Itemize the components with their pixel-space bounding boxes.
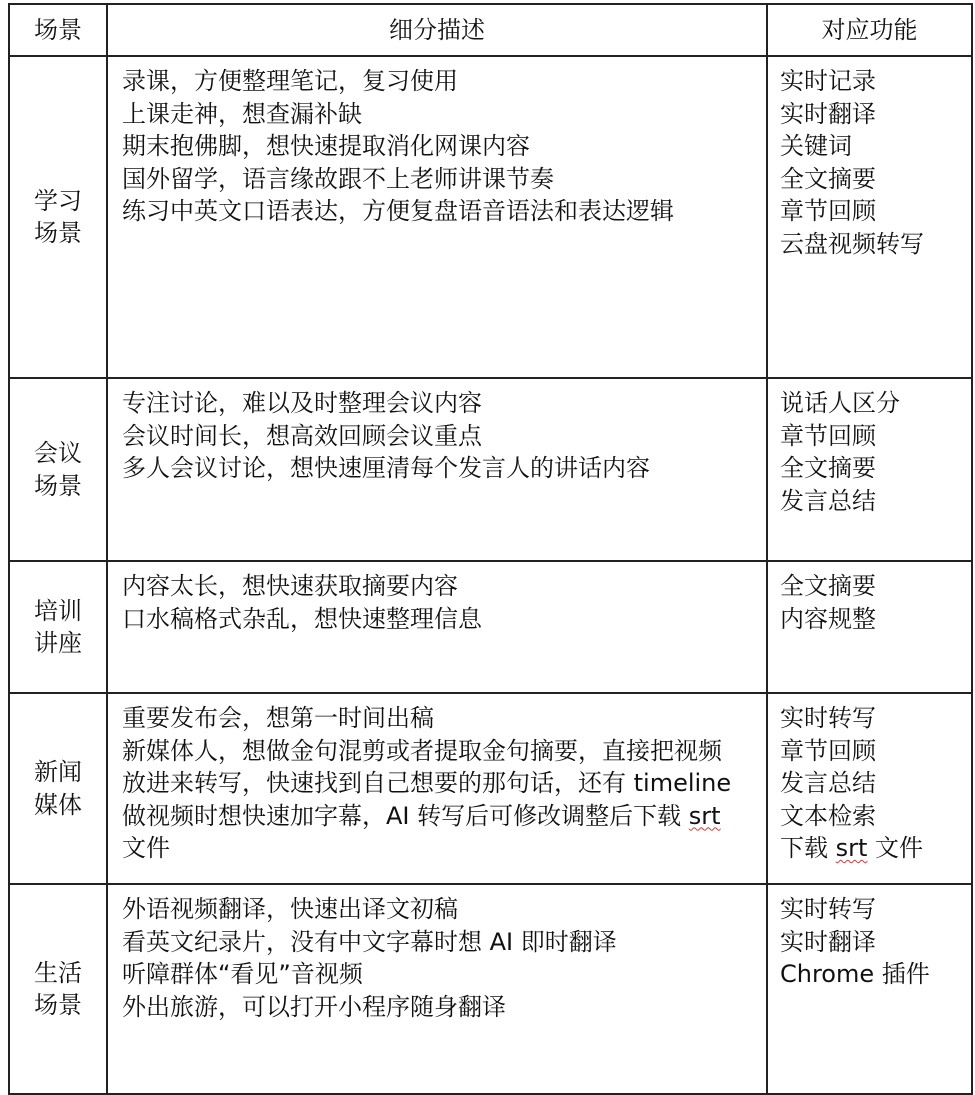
table-row [9,378,972,561]
function-item: 下载 srt 文件 [780,834,924,862]
description-cell [107,884,767,1094]
description-line: 内容太长，想快速获取摘要内容 [122,572,458,600]
function-item: 全文摘要 [780,572,876,600]
description-line: 练习中英文口语表达，方便复盘语音语法和表达逻辑 [122,197,674,225]
function-item: 全文摘要 [780,454,876,482]
scene-label: 场景 [34,471,82,500]
description-cell [107,693,767,884]
description-line: 多人会议讨论，想快速厘清每个发言人的讲话内容 [122,454,650,482]
description-line: 文件 [122,834,170,862]
description-line: 录课，方便整理笔记，复习使用 [122,67,458,95]
header-description: 细分描述 [107,4,767,56]
description-line: 口水稿格式杂乱，想快速整理信息 [122,604,482,633]
description-line: 重要发布会，想第一时间出稿 [122,704,434,732]
description-line: 放进来转写，快速找到自己想要的那句话，还有 timeline [122,769,732,797]
table-row [9,884,972,1094]
function-item: 实时转写 [780,895,876,923]
description-line: 上课走神，想查漏补缺 [122,99,362,128]
description-line: 看英文纪录片，没有中文字幕时想 AI 即时翻译 [122,927,617,956]
function-item: 章节回顾 [780,421,876,450]
scene-cell [9,56,107,378]
header-scene: 场景 [9,4,107,56]
table-row [9,561,972,693]
description-line: 新媒体人，想做金句混剪或者提取金句摘要，直接把视频 [122,736,722,765]
function-item: 实时翻译 [780,927,876,956]
function-cell [767,884,972,1094]
description-line: 听障群体“看见”音视频 [122,960,363,988]
description-cell [107,56,767,378]
scene-cell [9,693,107,884]
scene-label: 场景 [34,219,82,247]
scene-label: 培训 [34,596,82,625]
scene-label: 场景 [34,991,82,1019]
spellcheck-underline: srt [688,801,721,830]
scene-label: 会议 [34,439,82,467]
description-line: 做视频时想快速加字幕，AI 转写后可修改调整后下载 srt [122,801,721,830]
function-item: 云盘视频转写 [780,229,924,258]
function-item: 说话人区分 [780,389,900,417]
function-item: Chrome 插件 [780,960,930,988]
description-line: 专注讨论，难以及时整理会议内容 [122,389,482,417]
function-item: 发言总结 [780,486,876,515]
description-line: 期末抱佛脚，想快速提取消化网课内容 [122,132,530,160]
function-item: 全文摘要 [780,164,876,193]
description-line: 会议时间长，想高效回顾会议重点 [122,421,482,450]
function-item: 实时记录 [780,67,876,95]
function-item: 关键词 [780,132,852,160]
scenario-table [8,3,973,1095]
function-item: 文本检索 [780,801,876,830]
scene-label: 新闻 [34,758,82,786]
description-line: 外出旅游，可以打开小程序随身翻译 [122,992,506,1021]
description-cell [107,378,767,561]
function-item: 实时翻译 [780,99,876,128]
table-row [9,56,972,378]
description-cell [107,561,767,693]
function-cell [767,561,972,693]
header-function: 对应功能 [767,4,972,56]
scene-label: 学习 [34,186,82,215]
scene-cell [9,884,107,1094]
table-row [9,693,972,884]
description-line: 外语视频翻译，快速出译文初稿 [122,895,458,923]
scene-label: 媒体 [34,790,82,819]
function-item: 章节回顾 [780,197,876,225]
scene-label: 生活 [34,958,82,987]
description-line: 国外留学，语言缘故跟不上老师讲课节奏 [122,164,554,193]
spellcheck-underline: srt [835,834,868,862]
function-item: 发言总结 [780,769,876,797]
function-cell [767,56,972,378]
scene-label: 讲座 [34,629,82,657]
scene-cell [9,378,107,561]
function-item: 章节回顾 [780,736,876,765]
header-row [9,4,972,56]
function-cell [767,693,972,884]
function-cell [767,378,972,561]
scene-cell [9,561,107,693]
function-item: 实时转写 [780,704,876,732]
function-item: 内容规整 [780,604,876,633]
